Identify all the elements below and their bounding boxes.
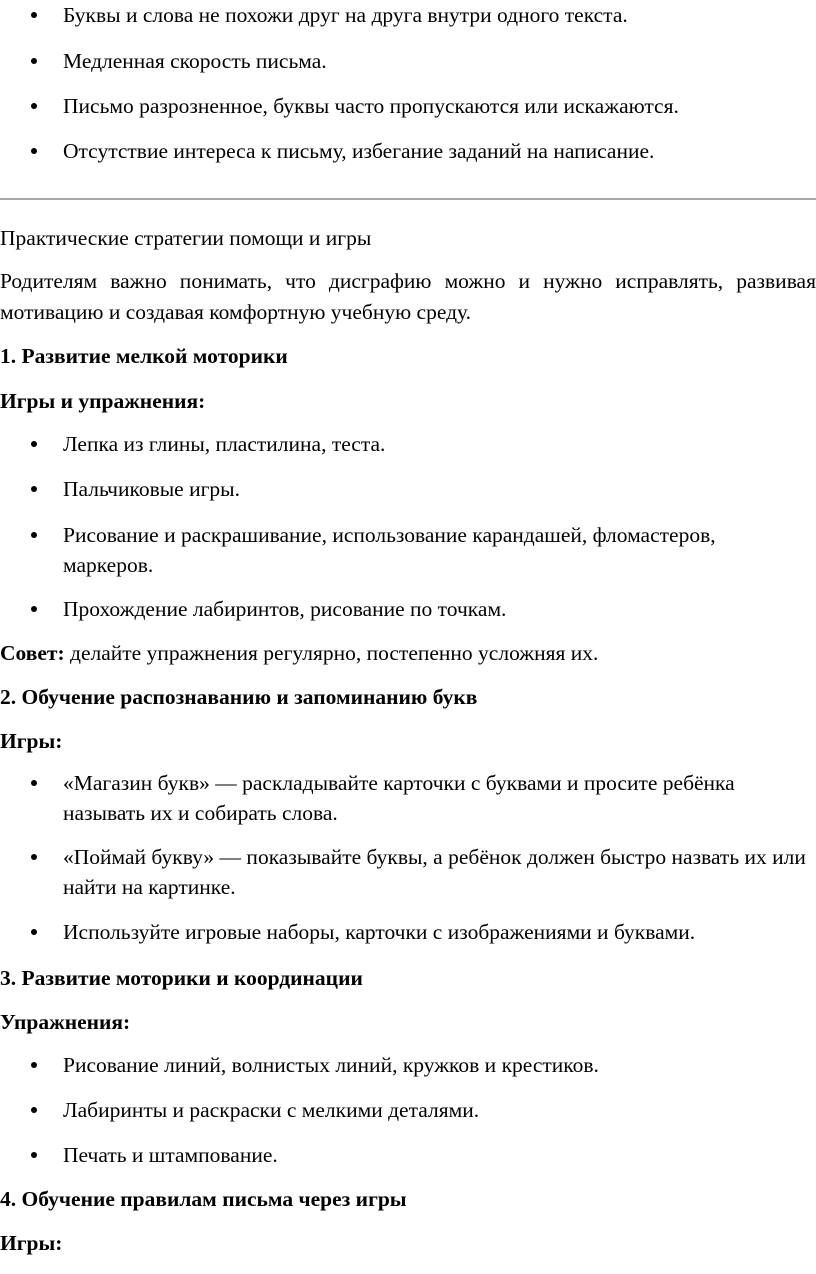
bullet-icon xyxy=(31,1062,37,1068)
intro-paragraph: Родителям важно понимать, что дисграфию можно и нужно исправлять, развивая мотивацию и создавая комфортную учебную среду. xyxy=(0,269,816,324)
bullet-icon xyxy=(31,854,37,860)
list-item-text: «Поймай букву» — показывайте буквы, а ребёнок должен быстро назвать их или найти на картинке. xyxy=(63,845,806,899)
bullet-icon xyxy=(31,1152,37,1158)
list-item-text: Прохождение лабиринтов, рисование по точкам. xyxy=(63,597,507,621)
section-subheading-4: Игры: xyxy=(0,1231,63,1255)
tip-label: Совет: xyxy=(0,641,65,665)
list-item xyxy=(0,1095,816,1125)
horizontal-divider xyxy=(0,198,816,200)
tip-paragraph xyxy=(0,638,816,668)
list-item-text: Рисование линий, волнистых линий, кружков и крестиков. xyxy=(63,1053,599,1077)
bullet-icon xyxy=(31,103,37,109)
list-item xyxy=(0,768,816,828)
bullet-icon xyxy=(31,780,37,786)
bullet-icon xyxy=(31,532,37,538)
list-item xyxy=(0,917,816,947)
list-item xyxy=(0,136,816,166)
section-title: Практические стратегии помощи и игры xyxy=(0,226,372,250)
bullet-icon xyxy=(31,148,37,154)
list-item-text: Буквы и слова не похожи друг на друга внутри одного текста. xyxy=(63,3,628,27)
list-item xyxy=(0,0,816,30)
section-3-list xyxy=(0,1050,816,1170)
bullet-icon xyxy=(31,58,37,64)
section-heading-4: 4. Обучение правилам письма через игры xyxy=(0,1187,407,1211)
section-heading-2: 2. Обучение распознаванию и запоминанию букв xyxy=(0,685,478,709)
list-item xyxy=(0,1140,816,1170)
bullet-icon xyxy=(31,929,37,935)
list-item-text: Используйте игровые наборы, карточки с изображениями и буквами. xyxy=(63,920,696,944)
section-2-list xyxy=(0,768,816,947)
list-item xyxy=(0,1050,816,1080)
list-item-text: Медленная скорость письма. xyxy=(63,49,327,73)
list-item-text: Лабиринты и раскраски с мелкими деталями. xyxy=(63,1098,480,1122)
list-item xyxy=(0,842,816,902)
bullet-icon xyxy=(31,486,37,492)
list-item-text: «Магазин букв» — раскладывайте карточки с буквами и просите ребёнка называть их и собирать слова. xyxy=(63,771,735,825)
list-item-text: Пальчиковые игры. xyxy=(63,477,240,501)
list-item xyxy=(0,91,816,121)
list-item-text: Лепка из глины, пластилина, теста. xyxy=(63,432,386,456)
list-item xyxy=(0,474,816,504)
section-subheading-2: Игры: xyxy=(0,729,63,753)
bullet-icon xyxy=(31,441,37,447)
bullet-icon xyxy=(31,606,37,612)
list-item-text: Письмо разрозненное, буквы часто пропускаются или искажаются. xyxy=(63,94,679,118)
list-item xyxy=(0,46,816,76)
tip-text: делайте упражнения регулярно, постепенно усложняя их. xyxy=(64,641,599,665)
section-subheading-1: Игры и упражнения: xyxy=(0,389,206,413)
section-subheading-3: Упражнения: xyxy=(0,1010,131,1034)
top-list xyxy=(0,0,816,166)
list-item-text: Рисование и раскрашивание, использование карандашей, фломастеров, маркеров. xyxy=(63,523,716,577)
bullet-icon xyxy=(31,12,37,18)
list-item xyxy=(0,520,816,580)
list-item xyxy=(0,594,816,624)
bullet-icon xyxy=(31,1107,37,1113)
list-item-text: Отсутствие интереса к письму, избегание заданий на написание. xyxy=(63,139,655,163)
list-item xyxy=(0,429,816,459)
section-heading-3: 3. Развитие моторики и координации xyxy=(0,966,363,990)
section-heading-1: 1. Развитие мелкой моторики xyxy=(0,344,288,368)
section-1-list xyxy=(0,429,816,624)
list-item-text: Печать и штампование. xyxy=(63,1143,278,1167)
